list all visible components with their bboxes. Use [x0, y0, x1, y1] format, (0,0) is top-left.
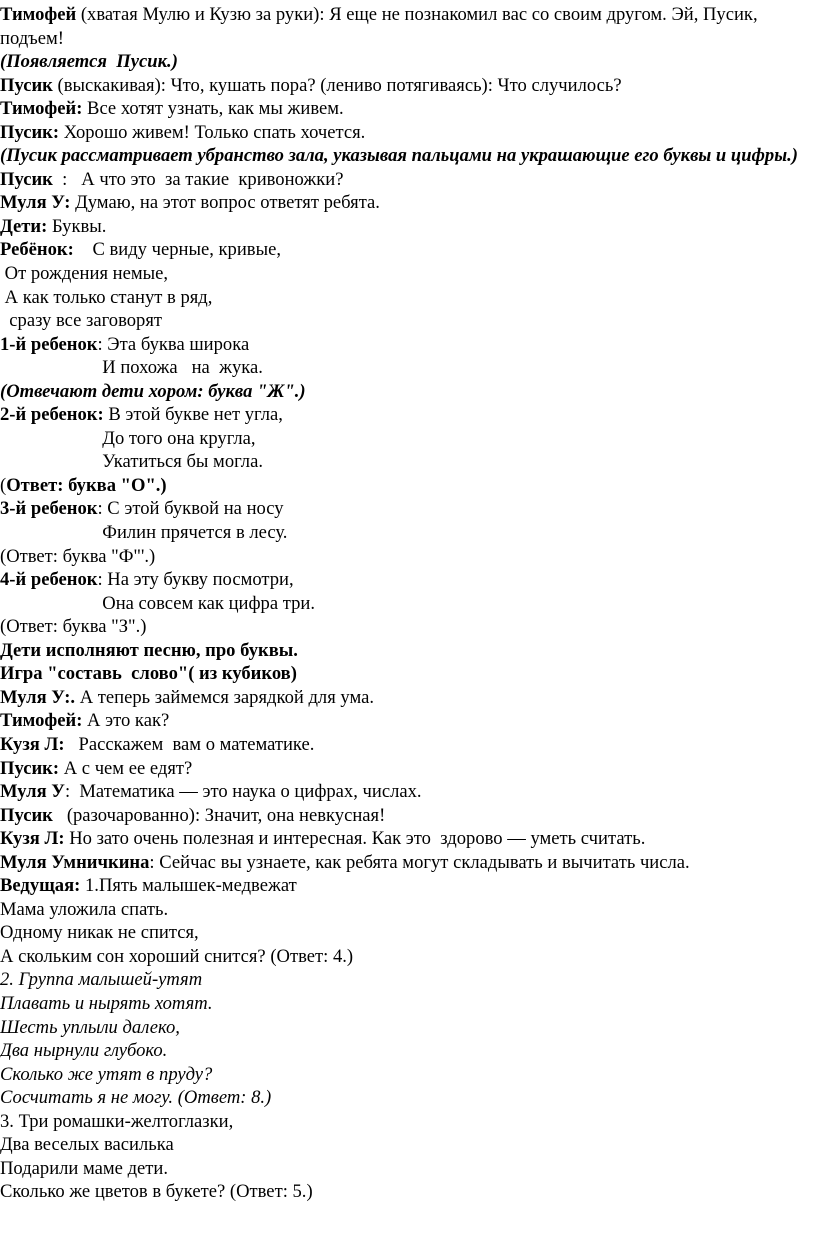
text-line — [0, 733, 808, 757]
text-line — [0, 568, 808, 592]
speaker-label: Муля У: — [0, 192, 71, 214]
styled-text: Сколько же утят в пруду? — [0, 1063, 213, 1085]
text-line — [0, 1180, 808, 1204]
text-line — [0, 851, 808, 875]
line-text: (выскакивая): Что, кушать пора? (лениво потягиваясь): Что случилось? — [52, 74, 622, 96]
text-line — [0, 356, 808, 380]
line-text: Она совсем как цифра три. — [0, 592, 315, 614]
speaker-label: Пусик — [0, 74, 53, 96]
text-line — [0, 3, 808, 50]
speaker-label: Пусик: — [0, 121, 60, 143]
line-text: А это как? — [82, 710, 170, 732]
text-line — [0, 168, 808, 192]
speaker-label: Ведущая: — [0, 875, 81, 897]
line-text: Мама уложила спать. — [0, 898, 169, 920]
line-text: : На эту букву посмотри, — [97, 569, 294, 591]
line-text: Филин прячется в лесу. — [0, 522, 288, 544]
text-line — [0, 50, 808, 74]
speaker-label: Муля Умничкина — [0, 851, 150, 873]
text-line — [0, 615, 808, 639]
line-text: ( — [0, 474, 7, 496]
speaker-label: Кузя Л: — [0, 828, 65, 850]
styled-text: (Появляется Пусик.) — [0, 51, 178, 73]
line-text: сразу все заговорят — [0, 310, 163, 332]
speaker-label: 4-й ребенок — [0, 569, 98, 591]
line-text: Подарили маме дети. — [0, 1157, 169, 1179]
line-text: И похожа на жука. — [0, 357, 263, 379]
text-line — [0, 309, 808, 333]
line-text: : А что это за такие кривоножки? — [52, 168, 344, 190]
speaker-label: Ответ: буква "О".) — [6, 474, 167, 496]
speaker-label: 3-й ребенок — [0, 498, 98, 520]
line-text: (разочарованно): Значит, она невкусная! — [52, 804, 386, 826]
text-line — [0, 215, 808, 239]
text-line — [0, 992, 808, 1016]
line-text: Но зато очень полезная и интересная. Как это здорово — уметь считать. — [64, 828, 646, 850]
speaker-label: Дети: — [0, 215, 48, 237]
line-text: (Ответ: буква "Ф"'.) — [0, 545, 156, 567]
styled-text: Сосчитать я не могу. (Ответ: 8.) — [0, 1087, 272, 1109]
text-line — [0, 97, 808, 121]
text-line — [0, 1063, 808, 1087]
line-text: Два веселых василька — [0, 1134, 174, 1156]
speaker-label: Муля У — [0, 781, 65, 803]
speaker-label: Дети исполняют песню, про буквы. — [0, 639, 298, 661]
styled-text: Два нырнули глубоко. — [0, 1040, 168, 1062]
line-text: А теперь займемся зарядкой для ума. — [75, 686, 375, 708]
speaker-label: Тимофей — [0, 4, 77, 25]
line-text: А скольким сон хороший снится? (Ответ: 4.) — [0, 945, 354, 967]
text-line — [0, 827, 808, 851]
text-line — [0, 144, 808, 168]
speaker-label: Тимофей: — [0, 98, 83, 120]
styled-text: Шесть уплыли далеко, — [0, 1016, 180, 1038]
text-line — [0, 450, 808, 474]
styled-text: 2. Группа малышей-утят — [0, 969, 203, 991]
line-text: : Сейчас вы узнаете, как ребята могут складывать и вычитать числа. — [149, 851, 690, 873]
speaker-label: 1-й ребенок — [0, 333, 98, 355]
text-line — [0, 662, 808, 686]
line-text: Укатиться бы могла. — [0, 451, 263, 473]
text-line — [0, 804, 808, 828]
text-line — [0, 709, 808, 733]
text-line — [0, 592, 808, 616]
text-line — [0, 286, 808, 310]
text-line — [0, 191, 808, 215]
text-line — [0, 333, 808, 357]
speaker-label: Кузя Л: — [0, 733, 65, 755]
text-line — [0, 262, 808, 286]
text-line — [0, 545, 808, 569]
text-line — [0, 921, 808, 945]
line-text: Сколько же цветов в букете? (Ответ: 5.) — [0, 1181, 313, 1203]
line-text: Думаю, на этот вопрос ответят ребята. — [70, 192, 380, 214]
text-line — [0, 757, 808, 781]
text-line — [0, 1016, 808, 1040]
speaker-label: Тимофей: — [0, 710, 83, 732]
text-line — [0, 521, 808, 545]
styled-text: Плавать и нырять хотят. — [0, 992, 213, 1014]
line-text: 3. Три ромашки-желтоглазки, — [0, 1110, 234, 1132]
line-text: Все хотят узнать, как мы живем. — [82, 98, 344, 120]
line-text: От рождения немые, — [0, 263, 169, 285]
line-text: (Ответ: буква "З".) — [0, 616, 147, 638]
speaker-label: Пусик — [0, 804, 53, 826]
text-line — [0, 403, 808, 427]
text-line — [0, 968, 808, 992]
text-line — [0, 1110, 808, 1134]
line-text: 1.Пять малышек-медвежат — [80, 875, 297, 897]
text-line — [0, 898, 808, 922]
text-line — [0, 497, 808, 521]
text-line — [0, 780, 808, 804]
line-text: Буквы. — [47, 215, 107, 237]
text-line — [0, 427, 808, 451]
line-text: : С этой буквой на носу — [97, 498, 284, 520]
styled-text: (Пусик рассматривает убранство зала, указывая пальцами на украшающие его буквы и цифры.) — [0, 145, 798, 167]
text-line — [0, 639, 808, 663]
line-text: Расскажем вам о математике. — [64, 733, 315, 755]
text-line — [0, 1086, 808, 1110]
text-line — [0, 121, 808, 145]
styled-text: (Отвечают дети хором: буква "Ж".) — [0, 380, 306, 402]
text-line — [0, 238, 808, 262]
line-text: : Эта буква широка — [97, 333, 250, 355]
line-text: Хорошо живем! Только спать хочется. — [59, 121, 366, 143]
line-text: С виду черные, кривые, — [73, 239, 281, 261]
text-line — [0, 874, 808, 898]
speaker-label: Муля У:. — [0, 686, 76, 708]
speaker-label: Ребёнок: — [0, 239, 74, 261]
text-line — [0, 380, 808, 404]
speaker-label: Пусик — [0, 168, 53, 190]
line-text: (хватая Мулю и Кузю за руки): Я еще не познакомил вас со своим другом. Эй, Пусик, подъем! — [0, 4, 758, 49]
line-text: : Математика — это наука о цифрах, числах. — [64, 781, 422, 803]
line-text: Одному никак не спится, — [0, 922, 199, 944]
text-line — [0, 686, 808, 710]
line-text: До того она кругла, — [0, 427, 256, 449]
line-text: А как только станут в ряд, — [0, 286, 213, 308]
text-line — [0, 1133, 808, 1157]
text-line — [0, 1039, 808, 1063]
line-text: А с чем ее едят? — [59, 757, 193, 779]
speaker-label: 2-й ребенок: — [0, 404, 104, 426]
speaker-label: Пусик: — [0, 757, 60, 779]
text-line — [0, 945, 808, 969]
text-line — [0, 1157, 808, 1181]
text-line — [0, 474, 808, 498]
speaker-label: Игра "составь слово"( из кубиков) — [0, 663, 297, 685]
text-line — [0, 74, 808, 98]
line-text: В этой букве нет угла, — [103, 404, 283, 426]
